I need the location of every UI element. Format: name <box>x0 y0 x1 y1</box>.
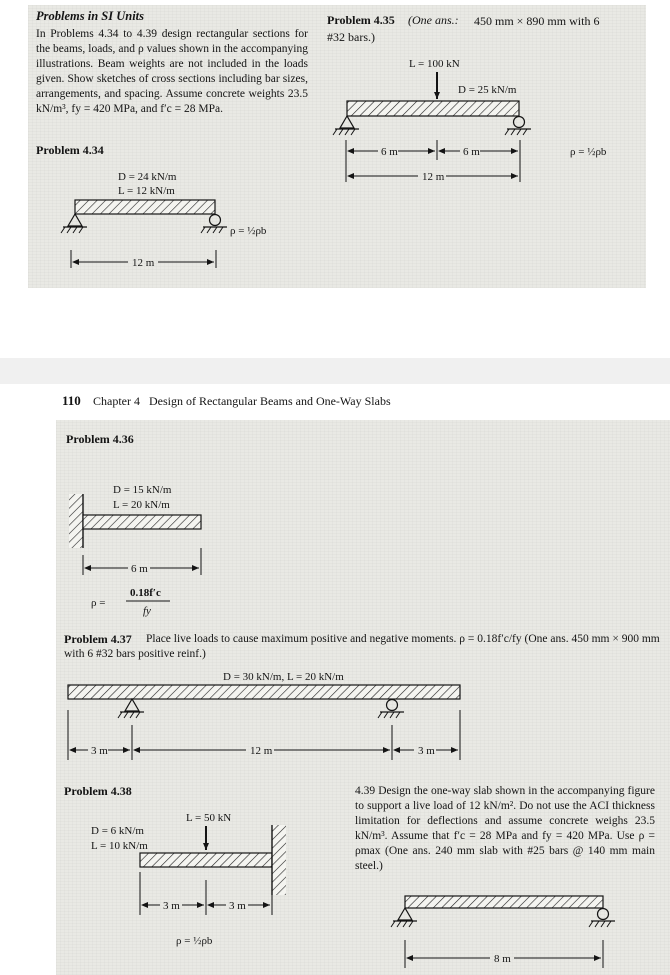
p438-fixed-wall <box>272 825 286 895</box>
p437-pin-support <box>125 699 139 711</box>
p435-pin-support <box>340 116 354 128</box>
p436-beam <box>83 515 201 529</box>
problem-4-37-title: Problem 4.37 <box>64 632 132 646</box>
p435-seg1: 6 m <box>381 146 398 158</box>
p435-dist-load: D = 25 kN/m <box>458 84 517 96</box>
p438-rho: ρ = ½ρb <box>176 935 213 947</box>
p434-beam <box>75 200 215 214</box>
p438-dead-load: D = 6 kN/m <box>91 825 144 837</box>
p436-rho-den: fy <box>143 605 151 617</box>
p438-seg1: 3 m <box>163 900 180 912</box>
problem-4-35-title: Problem 4.35 <box>327 13 395 27</box>
p438-point-load: L = 50 kN <box>186 812 232 824</box>
problem-4-35-answer-label: (One ans.: <box>408 13 459 27</box>
p437-roller-support <box>387 700 398 711</box>
problem-4-39-text: 4.39 Design the one-way slab shown in the accompanying figure to support a live load of 12 kN/m². Do not use the ACI thickness limitation for deflections and assume concrete weighs 23.5 kN/m³. Assume that f′c = 28 MPa and fy = 420 MPa. Use ρ = ρmax (One ans. 240 mm slab with #25 bars @ 140 mm main steel.) <box>355 785 655 872</box>
problem-4-37-figure <box>68 671 460 760</box>
p436-dead-load: D = 15 kN/m <box>113 484 172 496</box>
p439-roller-support <box>598 909 609 920</box>
p434-pin-support <box>68 214 82 226</box>
problem-4-37-text: Place live loads to cause maximum positive and negative moments. ρ = 0.18f′c/fy (One ans. 450 mm × 900 mm with 6 #32 bars positive reinf.) <box>64 633 660 660</box>
section-heading: Problems in SI Units <box>36 9 145 23</box>
p434-rho: ρ = ½ρb <box>230 225 267 237</box>
p437-seg1: 3 m <box>91 745 108 757</box>
p437-loads: D = 30 kN/m, L = 20 kN/m <box>223 671 344 683</box>
p436-rho-num: 0.18f′c <box>130 587 161 599</box>
p435-beam <box>347 101 519 116</box>
problem-4-36-figure <box>69 484 201 617</box>
p437-beam <box>68 685 460 699</box>
problem-4-35-figure <box>333 58 607 183</box>
p435-span: 12 m <box>422 171 445 183</box>
p436-live-load: L = 20 kN/m <box>113 499 170 511</box>
p436-rho-lhs: ρ = <box>91 597 106 609</box>
problem-4-39-figure <box>391 896 615 968</box>
p436-fixed-wall <box>69 494 83 548</box>
p437-seg2: 12 m <box>250 745 273 757</box>
problem-4-38-title: Problem 4.38 <box>64 784 132 798</box>
problem-4-38-figure <box>91 812 286 947</box>
p438-beam <box>140 853 272 867</box>
problem-4-34-title: Problem 4.34 <box>36 143 104 157</box>
p435-rho: ρ = ½ρb <box>570 146 607 158</box>
p436-span: 6 m <box>131 563 148 575</box>
p434-live-load: L = 12 kN/m <box>118 185 175 197</box>
p434-span: 12 m <box>132 257 155 269</box>
problem-4-34-figure <box>61 171 267 269</box>
p439-span: 8 m <box>494 953 511 965</box>
p438-live-load: L = 10 kN/m <box>91 840 148 852</box>
p438-seg2: 3 m <box>229 900 246 912</box>
p439-pin-support <box>398 908 412 920</box>
intro-paragraph: In Problems 4.34 to 4.39 design rectangular sections for the beams, loads, and ρ values shown in the accompanying illustrations. Beam weights are not included in the loads given. Show sketches of cross sections including bar sizes, arrangements, and spacing. Assume concrete weights 23.5 kN/m³, fy = 420 MPa, and f′c = 28 MPa. <box>36 28 308 115</box>
p434-roller-support <box>210 215 221 226</box>
p435-roller-support <box>514 117 525 128</box>
p435-point-load: L = 100 kN <box>409 58 460 70</box>
p435-seg2: 6 m <box>463 146 480 158</box>
p434-dead-load: D = 24 kN/m <box>118 171 177 183</box>
page-number: 110 <box>62 393 81 408</box>
p437-seg3: 3 m <box>418 745 435 757</box>
running-head: Chapter 4 Design of Rectangular Beams and One-Way Slabs <box>93 394 391 408</box>
p439-slab <box>405 896 603 908</box>
problem-4-35-answer-text: 450 mm × 890 mm with 6 #32 bars.) <box>327 14 600 44</box>
problem-4-36-title: Problem 4.36 <box>66 432 134 446</box>
